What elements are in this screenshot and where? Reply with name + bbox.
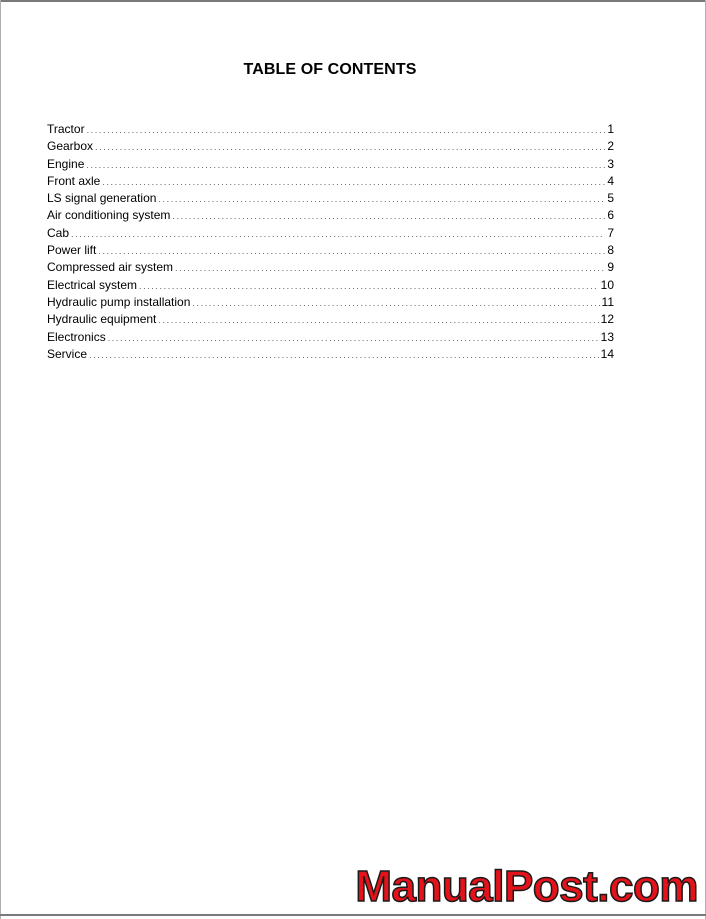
watermark-logo: ManualPost.com <box>355 862 698 911</box>
toc-entry-label: LS signal generation <box>47 191 157 206</box>
toc-leader-dots <box>139 278 599 295</box>
toc-entry-label: Gearbox <box>47 139 94 154</box>
toc-entry-label: Hydraulic pump installation <box>47 294 191 309</box>
toc-entry-label: Engine <box>47 156 85 171</box>
toc-entry-page: 2 <box>607 139 614 154</box>
toc-entry[interactable] <box>47 173 614 190</box>
toc-entry-label: Air conditioning system <box>47 208 171 223</box>
toc-leader-dots <box>158 191 605 208</box>
toc-entry-page: 11 <box>601 294 614 309</box>
toc-leader-dots <box>71 226 605 243</box>
toc-entry[interactable] <box>47 311 614 328</box>
toc-entry[interactable] <box>47 259 614 276</box>
toc-leader-dots <box>108 330 599 347</box>
left-border <box>0 0 1 919</box>
toc-list <box>47 121 614 363</box>
toc-leader-dots <box>89 347 599 364</box>
toc-leader-dots <box>102 174 605 191</box>
toc-leader-dots <box>175 260 605 277</box>
toc-leader-dots <box>87 122 606 139</box>
toc-entry-page: 7 <box>607 225 614 240</box>
toc-entry[interactable] <box>47 329 614 346</box>
toc-leader-dots <box>98 243 605 260</box>
toc-entry-page: 12 <box>600 312 614 327</box>
toc-entry-label: Hydraulic equipment <box>47 312 157 327</box>
toc-entry[interactable] <box>47 225 614 242</box>
toc-entry[interactable] <box>47 242 614 259</box>
toc-entry-label: Front axle <box>47 173 101 188</box>
toc-leader-dots <box>192 295 599 312</box>
toc-entry[interactable] <box>47 121 614 138</box>
toc-entry[interactable] <box>47 346 614 363</box>
toc-leader-dots <box>86 157 605 174</box>
toc-entry-label: Tractor <box>47 122 85 136</box>
toc-entry-label: Power lift <box>47 243 97 258</box>
toc-leader-dots <box>95 139 605 156</box>
toc-entry-label: Service <box>47 346 88 361</box>
toc-entry-label: Compressed air system <box>47 260 174 275</box>
toc-entry[interactable] <box>47 190 614 207</box>
toc-leader-dots <box>172 208 605 225</box>
toc-entry-page: 9 <box>607 260 614 275</box>
toc-entry[interactable] <box>47 277 614 294</box>
toc-entry-page: 3 <box>607 156 614 171</box>
toc-entry-page: 10 <box>600 277 614 292</box>
bottom-border <box>0 914 706 916</box>
toc-entry[interactable] <box>47 207 614 224</box>
toc-title: TABLE OF CONTENTS <box>243 61 417 78</box>
toc-entry-label: Electronics <box>47 329 106 344</box>
toc-entry-label: Cab <box>47 225 70 240</box>
toc-entry-page: 8 <box>607 243 614 258</box>
toc-entry-page: 1 <box>607 122 614 136</box>
toc-leader-dots <box>158 312 598 329</box>
toc-entry[interactable] <box>47 294 614 311</box>
toc-entry[interactable] <box>47 138 614 155</box>
toc-entry-page: 13 <box>600 329 614 344</box>
toc-entry-page: 4 <box>607 173 614 188</box>
top-border <box>0 0 706 2</box>
toc-entry-page: 14 <box>600 346 614 361</box>
toc-entry-page: 5 <box>607 191 614 206</box>
toc-entry[interactable] <box>47 156 614 173</box>
toc-entry-label: Electrical system <box>47 277 138 292</box>
toc-entry-page: 6 <box>607 208 614 223</box>
